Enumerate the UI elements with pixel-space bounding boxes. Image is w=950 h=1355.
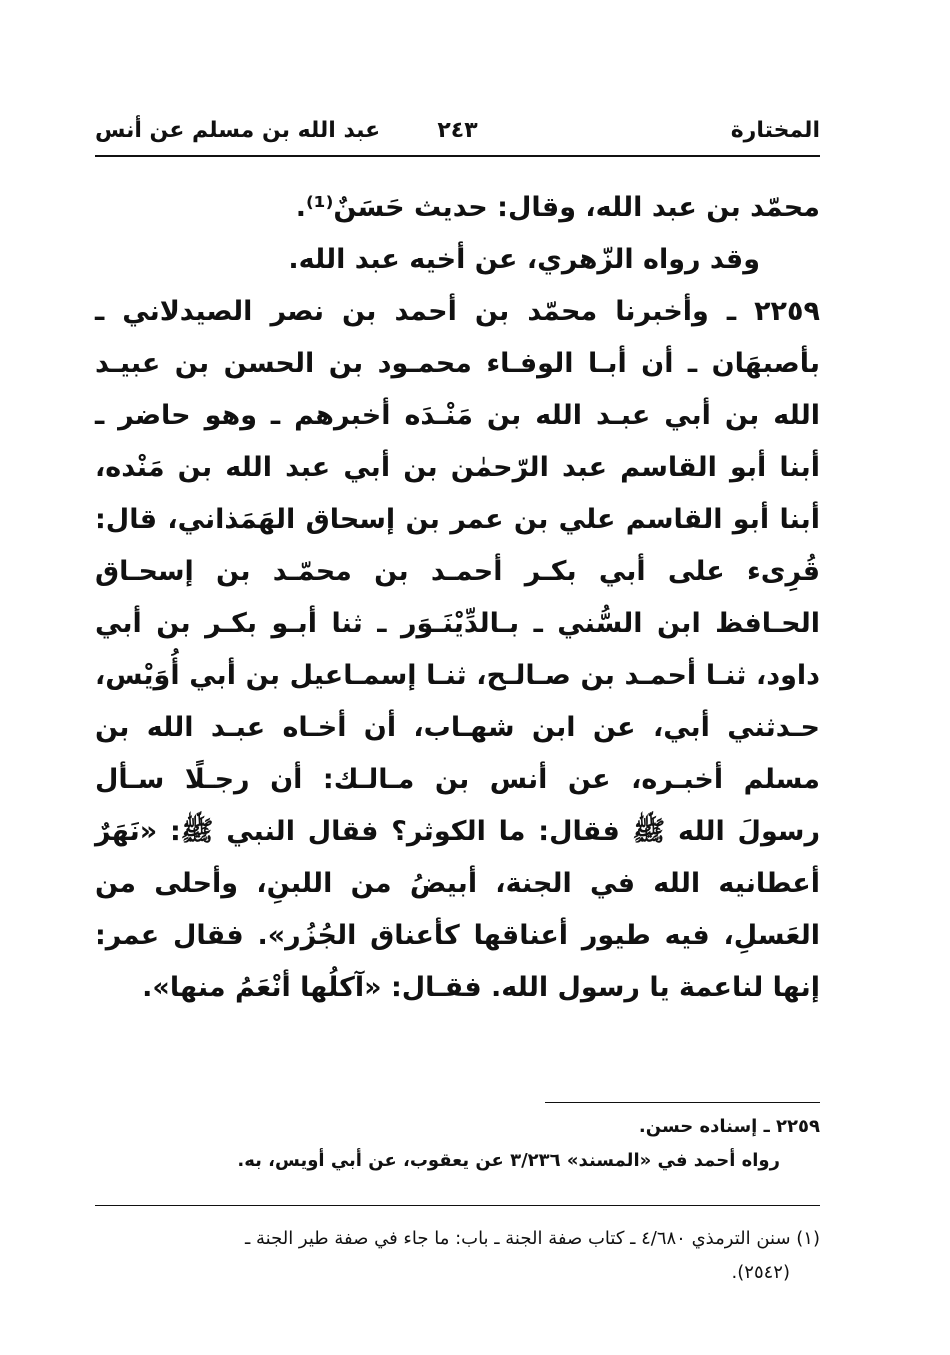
- note-line-2: رواه أحمد في «المسند» ٣/٢٣٦ عن يعقوب، عن أبي أويس، به.: [237, 1150, 780, 1171]
- hadith-text: ـ وأخبرنا محمّد بن أحمد بن نصر الصيدلاني ـ بأصبهَان ـ أن أبـا الوفـاء محمـود بن الحسن بن عبيـد الله بن أبي عبـد الله بن مَنْـدَه أخبرهم ـ وهو حاضر ـ أبنا أبو القاسم عبد الرّحمٰن بن أبي عبد الله بن مَنْده، أبنا أبو القاسم علي بن عمر بن إسحاق الهَمَذاني، قال: قُرِىء على أبي بكـر أحمـد بن محمّـد بن إسحـاق الحـافظ ابن السُّني ـ بـالدِّيْنَـوَر ـ ثنا أبـو بكـر بن أبي داود، ثنـا أحمـد بن صـالـح، ثنـا إسمـاعيل بن أبي أُوَيْس، حـدثني أبي، عن ابن شهـاب، أن أخـاه عبـد الله بن مسلم أخبـره، عن أنس بن مـالـك: أن رجـلًا سـأل رسولَ الله ﷺ فقال: ما الكوثر؟ فقال النبي ﷺ: «نَهَرٌ أعطانيه الله في الجنة، أبيضُ من اللبنِ، وأحلى من العَسلِ، فيه طيور أعناقها كأعناق الجُزُر». فقال عمر: إنها لناعمة يا رسول الله. فقـال: «آكلُها أنْعَمُ منها».: [95, 296, 820, 1003]
- footnote-line-1: (١) سنن الترمذي ٤/٦٨٠ ـ كتاب صفة الجنة ـ باب: ما جاء في صفة طير الجنة ـ: [245, 1228, 820, 1249]
- section-title: المختارة: [730, 118, 820, 143]
- main-text: [95, 182, 820, 1014]
- footnote-line-2: (٢٥٤٢).: [731, 1262, 790, 1283]
- footnotes: [95, 1222, 820, 1290]
- running-header: [95, 118, 820, 154]
- takhrij-notes: [95, 1110, 820, 1178]
- header-rule: [95, 155, 820, 157]
- footnote-rule: [95, 1205, 820, 1206]
- notes-rule: [545, 1102, 820, 1103]
- chapter-title: عبد الله بن مسلم عن أنس: [95, 118, 381, 143]
- paragraph-2: وقد رواه الزّهري، عن أخيه عبد الله.: [288, 244, 760, 275]
- note-line-1: ٢٢٥٩ ـ إسناده حسن.: [638, 1116, 820, 1137]
- paragraph-1: محمّد بن عبد الله، وقال: حديث حَسَنٌ⁽¹⁾.: [295, 192, 820, 223]
- hadith-number: ٢٢٥٩: [754, 296, 820, 327]
- page-number: ٢٤٣: [437, 118, 478, 143]
- hadith-2259: [95, 286, 820, 1014]
